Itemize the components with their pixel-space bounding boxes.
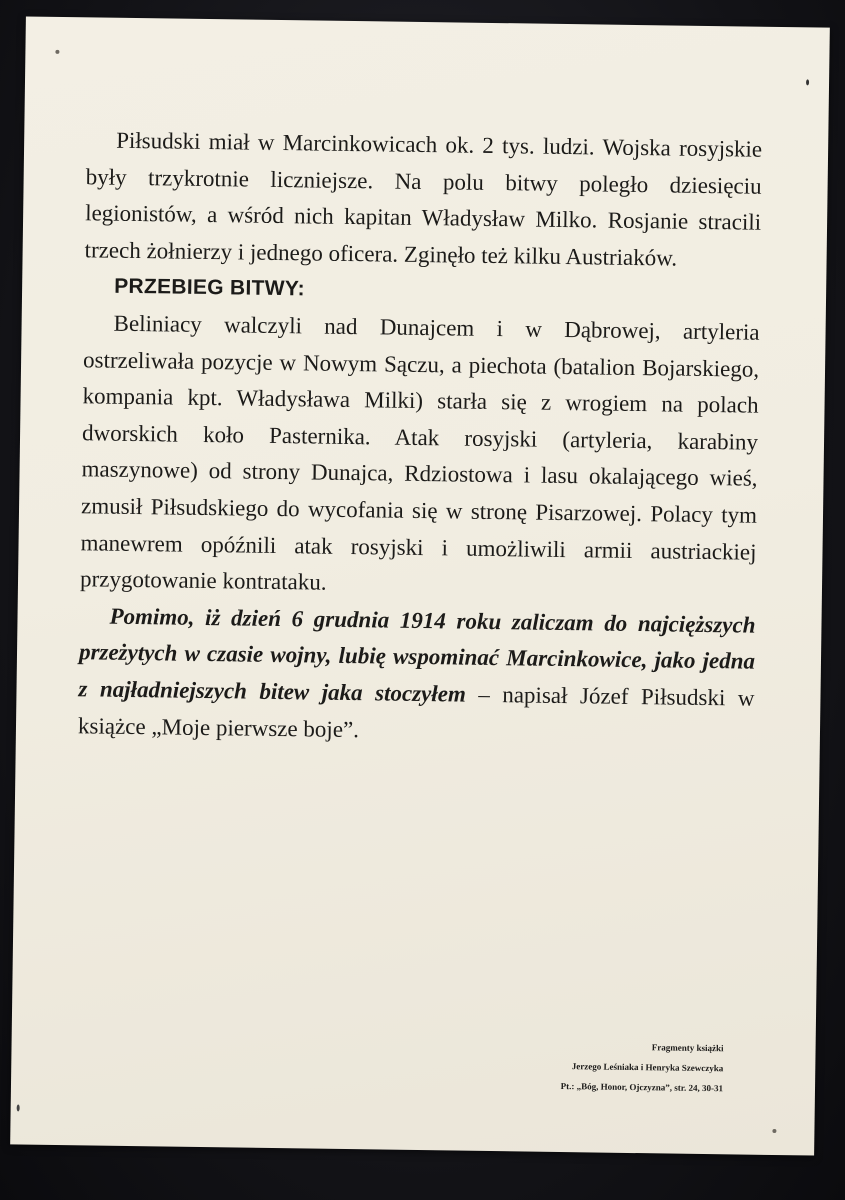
pin-mark-bottom-left <box>17 1104 20 1111</box>
paragraph-casualties: Piłsudski miał w Marcinkowicach ok. 2 tys. ludzi. Wojska rosyjskie były trzykrotnie liczniejsze. Na polu bitwy poległo dziesięciu legionistów, a wśród nich kapitan Władysław Milko. Rosjanie stracili trzech żołnierzy i jednego oficera. Zginęło też kilku Austriaków. <box>84 127 763 271</box>
source-credits <box>561 1036 724 1098</box>
credit-line-authors: Jerzego Leśniaka i Henryka Szewczyka <box>571 1061 724 1074</box>
poster-body-text <box>78 122 763 753</box>
printed-poster <box>10 16 830 1155</box>
pin-mark-top-left <box>55 50 59 54</box>
credit-line-title: Pt.: „Bóg, Honor, Ojczyzna”, str. 24, 30-31 <box>560 1081 724 1094</box>
section-heading: PRZEBIEG BITWY: <box>113 275 306 301</box>
quote-italic-text: Pomimo, iż dzień 6 grudnia 1914 roku zaliczam do najcięższych przeżytych w czasie wojny, lubię wspominać Marcinkowice, jako jedna z najładniejszych bitew jaka stoczyłem <box>78 603 756 707</box>
credit-line-fragments: Fragmenty książki <box>651 1042 724 1054</box>
paragraph-quote <box>78 598 756 754</box>
quote-attribution-text: – napisał Józef Piłsudski w książce „Moje pierwsze boje”. <box>77 681 755 742</box>
pin-mark-bottom-right <box>772 1129 776 1133</box>
pin-mark-top-right <box>806 79 809 85</box>
paragraph-battle-course: Beliniacy walczyli nad Dunajcem i w Dąbrowej, artyleria ostrzeliwała pozycje w Nowym Sączu, a piechota (batalion Bojarskiego, kompania kpt. Władysława Milki) starła się z wrogiem na polach dworskich koło Pasternika. Atak rosyjski (artyleria, karabiny maszynowe) od strony Dunajca, Rdziostowa i lasu okalającego wieś, zmusił Piłsudskiego do wycofania się w stronę Pisarzowej. Polacy tym manewrem opóźnili atak rosyjski i umożliwili armii austriackiej przygotowanie kontrataku. <box>79 310 760 595</box>
